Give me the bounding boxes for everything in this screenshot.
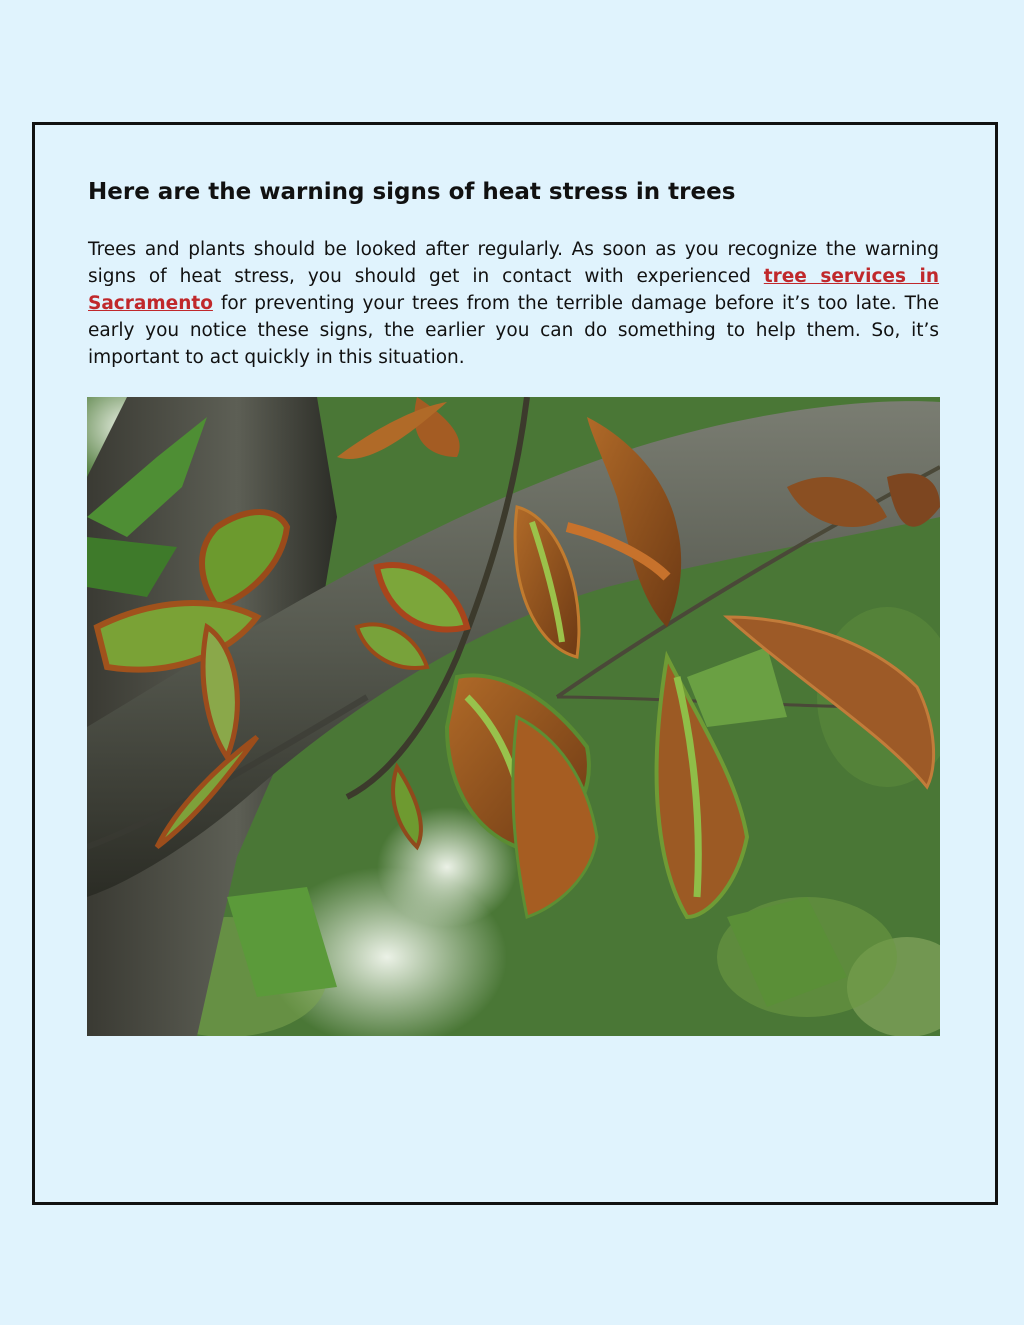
article-heading: Here are the warning signs of heat stress in trees <box>88 179 736 205</box>
paragraph-text-after-link: for preventing your trees from the terrible damage before it’s too late. The early you notice these signs, the earlier you can do something to help them. So, it’s important to act quickly in this situation. <box>88 293 939 368</box>
heat-stressed-leaves-photo <box>87 397 940 1036</box>
tree-services-link[interactable]: tree services in Sacramento <box>88 266 939 314</box>
article-paragraph <box>88 236 939 371</box>
photo-image <box>87 397 940 1036</box>
paragraph-text-before-link: Trees and plants should be looked after regularly. As soon as you recognize the warning signs of heat stress, you should get in contact with experienced <box>88 239 939 287</box>
